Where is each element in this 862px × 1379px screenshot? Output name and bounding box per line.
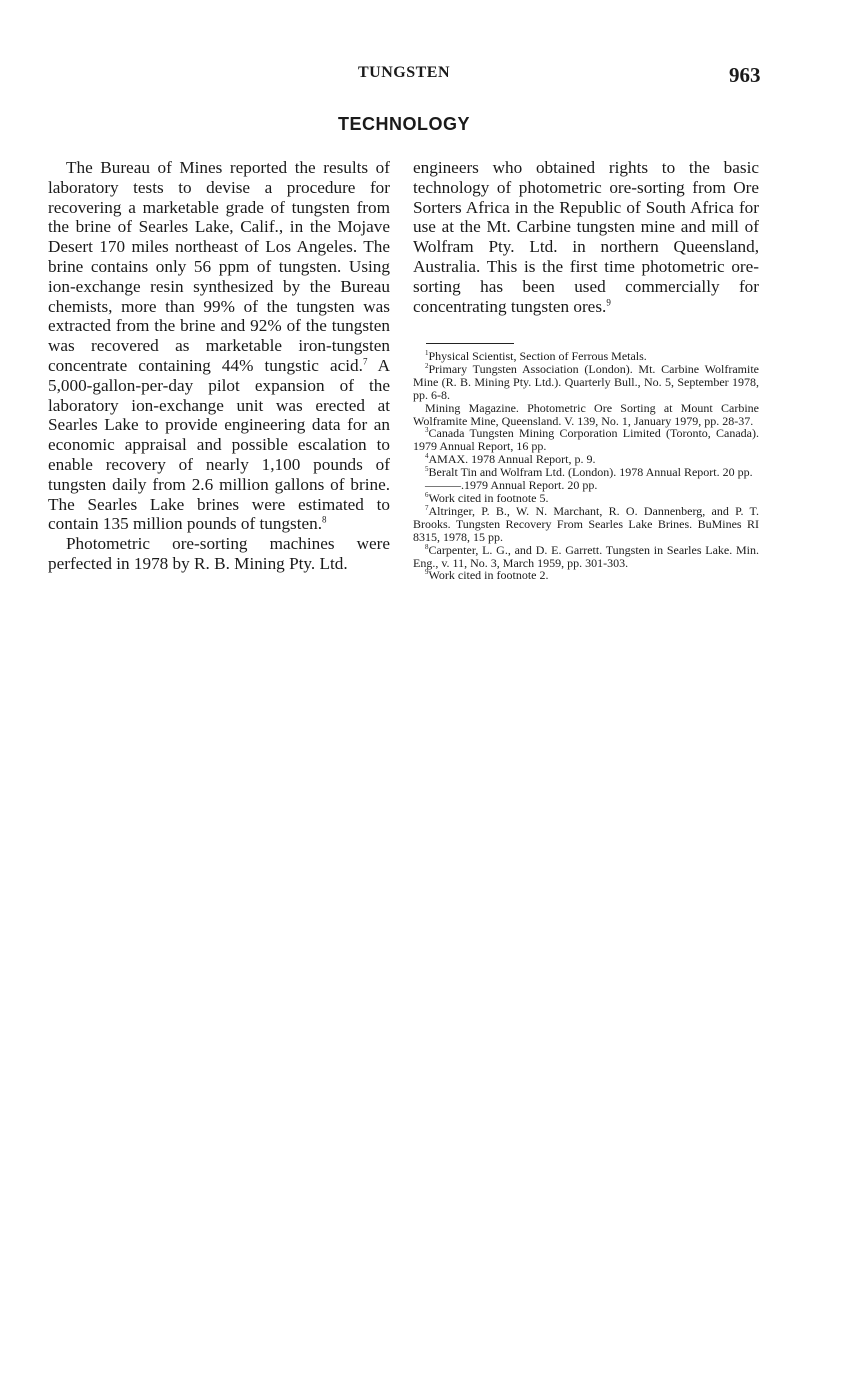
right-column bbox=[413, 158, 759, 316]
footnote-mark: 8 bbox=[425, 542, 429, 551]
footnotes bbox=[413, 350, 759, 582]
footnote-mark: 9 bbox=[425, 568, 429, 577]
footnote bbox=[413, 363, 759, 402]
paragraph-text: The Bureau of Mines reported the results of laboratory tests to devise a procedure for recovering a marketable grade of tungsten from the brine of Searles Lake, Calif., in the Mojave Desert 170 miles northeast of Los Angeles. The brine contains only 56 ppm of tungsten. Using ion-exchange resin synthesized by the Bureau chemists, more than 99% of the tungsten was extracted from the brine and 92% of the tungsten was recovered as marketable iron-tungsten concentrate containing 44% tungstic acid. bbox=[48, 158, 390, 375]
paragraph-text: engineers who obtained rights to the basic technology of photometric ore-sorting from Ore Sorters Africa in the Republic of South Africa for use at the Mt. Carbine tungsten mine and mill of Wolfram Pty. Ltd. in northern Queensland, Australia. This is the first time photometric ore-sorting has been used commercially for concentrating tungsten ores. bbox=[413, 158, 759, 316]
footnote-text: Work cited in footnote 2. bbox=[428, 568, 549, 583]
footnote-text: Canada Tungsten Mining Corporation Limited (Toronto, Canada). 1979 Annual Report, 16 pp. bbox=[413, 426, 759, 454]
body-paragraph-photometric bbox=[48, 534, 390, 574]
left-column bbox=[48, 158, 390, 574]
footnote-text: Beralt Tin and Wolfram Ltd. (London). 1978 Annual Report. 20 pp. bbox=[428, 465, 753, 480]
footnote-text: AMAX. 1978 Annual Report, p. 9. bbox=[428, 452, 596, 467]
footnote-divider bbox=[426, 343, 514, 344]
footnote-ref: 9 bbox=[606, 296, 611, 307]
footnote bbox=[413, 569, 759, 582]
footnote-text: Physical Scientist, Section of Ferrous Metals. bbox=[428, 349, 647, 363]
footnote-text: Mining Magazine. Photometric Ore Sorting at Mount Carbine Wolframite Mine, Queensland. V. 139, No. 1, January 1979, pp. 28-37. bbox=[413, 400, 759, 428]
footnote-ref: 7 bbox=[362, 356, 368, 367]
section-title: TECHNOLOGY bbox=[338, 114, 471, 134]
footnote-mark: 6 bbox=[425, 490, 429, 499]
footnote-text: Altringer, P. B., W. N. Marchant, R. O. Dannenberg, and P. T. Brooks. Tungsten Recovery From Searles Lake Brines. BuMines RI 8315, 1978, 15 pp. bbox=[413, 503, 759, 544]
footnote bbox=[413, 427, 759, 453]
running-head: TUNGSTEN bbox=[358, 64, 451, 81]
body-paragraph-continued bbox=[413, 158, 759, 316]
paragraph-text: A 5,000-gallon-per-day pilot expansion of the laboratory ion-exchange unit was erected at Searles Lake to provide engineering data for an economic appraisal and possible escalation to enable recovery of nearly 1,100 pounds of tungsten daily from 2.6 million gallons of brine. The Searles Lake brines were estimated to contain 135 million pounds of tungsten. bbox=[48, 355, 391, 534]
footnote-mark: 1 bbox=[425, 349, 429, 357]
footnote-mark: 7 bbox=[425, 503, 429, 512]
footnote-mark: 5 bbox=[425, 465, 429, 474]
footnote-text: Primary Tungsten Association (London). Mt. Carbine Wolframite Mine (R. B. Mining Pty. Ltd.). Quarterly Bull., No. 5, September 1978, pp. 6-8. bbox=[413, 361, 759, 402]
footnote bbox=[413, 402, 759, 428]
footnote-text: Carpenter, L. G., and D. E. Garrett. Tungsten in Searles Lake. Min. Eng., v. 11, No. 3, March 1959, pp. 301-303. bbox=[413, 542, 759, 570]
footnote-mark: 3 bbox=[425, 426, 429, 435]
footnote-text: ———.1979 Annual Report. 20 pp. bbox=[425, 478, 598, 493]
footnote bbox=[413, 505, 759, 544]
page-number: 963 bbox=[729, 63, 761, 87]
paragraph-text: Photometric ore-sorting machines were perfected in 1978 by R. B. Mining Pty. Ltd. bbox=[48, 534, 390, 573]
footnote-ref: 8 bbox=[322, 514, 327, 525]
footnote-mark: 4 bbox=[425, 452, 429, 461]
footnote-text: Work cited in footnote 5. bbox=[428, 490, 549, 505]
footnote bbox=[413, 544, 759, 570]
body-paragraph-bureau bbox=[48, 158, 390, 534]
footnote-mark: 2 bbox=[425, 361, 429, 370]
